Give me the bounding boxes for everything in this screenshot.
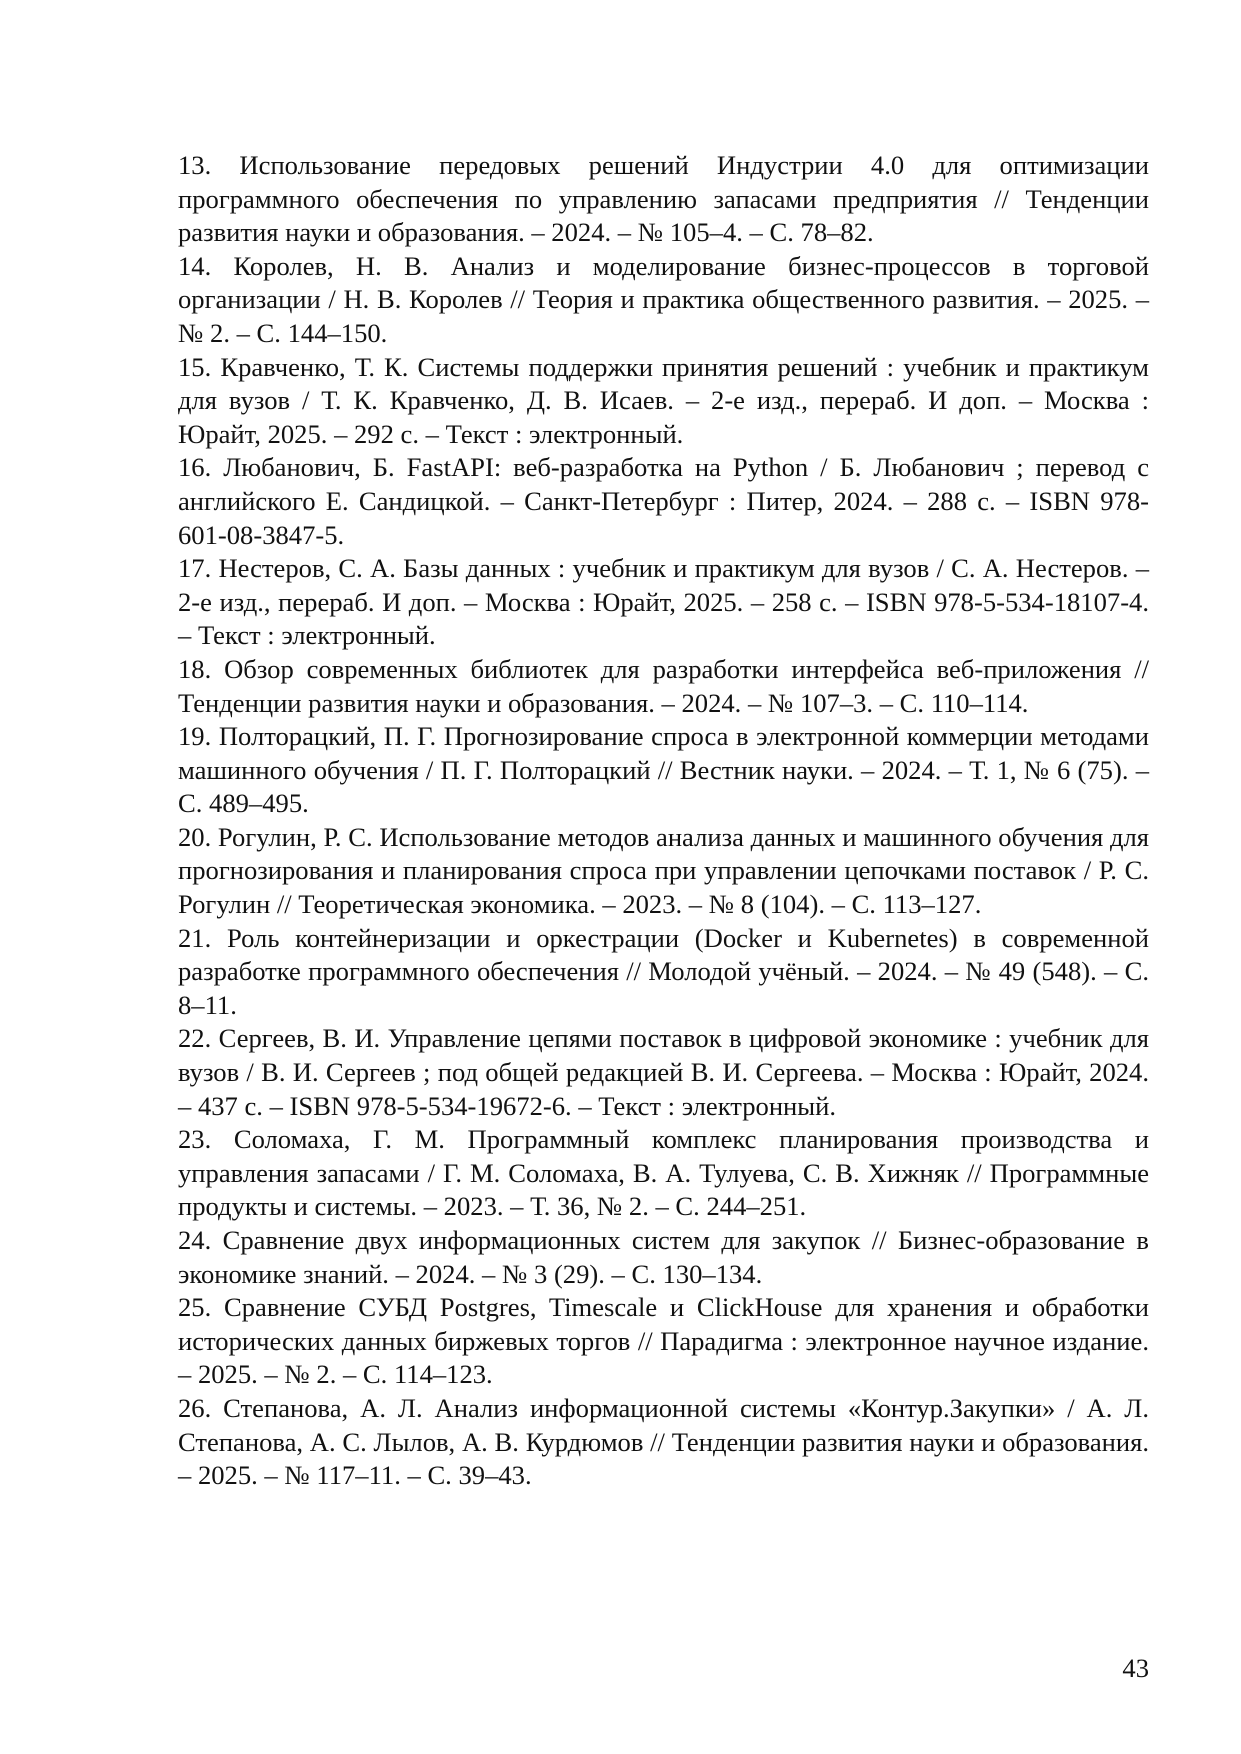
reference-item: 21. Роль контейнеризации и оркестрации (Docker и Kubernetes) в современной разработке программного обеспечения // Молодой учёный. – 2024. – № 49 (548). – С. 8–11.: [178, 922, 1149, 1020]
reference-item: 14. Королев, Н. В. Анализ и моделирование бизнес-процессов в торговой организации / Н. В. Королев // Теория и практика общественного развития. – 2025. – № 2. – С. 144–150.: [178, 250, 1149, 348]
page-number: 43: [1122, 1653, 1149, 1683]
reference-item: 24. Сравнение двух информационных систем для закупок // Бизнес-образование в экономике знаний. – 2024. – № 3 (29). – С. 130–134.: [178, 1225, 1149, 1289]
reference-item: 15. Кравченко, Т. К. Системы поддержки принятия решений : учебник и практикум для вузов / Т. К. Кравченко, Д. В. Исаев. – 2-е изд., перераб. И доп. – Москва : Юрайт, 2025. – 292 с. – Текст : электронный.: [178, 351, 1149, 449]
reference-item: 22. Сергеев, В. И. Управление цепями поставок в цифровой экономике : учебник для вузов / В. И. Сергеев ; под общей редакцией В. И. Сергеева. – Москва : Юрайт, 2024. – 437 с. – ISBN 978-5-534-19672-6. – Текст : электронный.: [178, 1023, 1149, 1121]
reference-list: [178, 149, 1149, 1493]
reference-item: 19. Полторацкий, П. Г. Прогнозирование спроса в электронной коммерции методами машинного обучения / П. Г. Полторацкий // Вестник науки. – 2024. – Т. 1, № 6 (75). – С. 489–495.: [178, 721, 1149, 819]
reference-item: 16. Любанович, Б. FastAPI: веб-разработка на Python / Б. Любанович ; перевод с английского Е. Сандицкой. – Санкт-Петербург : Питер, 2024. – 288 с. – ISBN 978-601-08-3847-5.: [178, 452, 1149, 550]
reference-item: 26. Степанова, А. Л. Анализ информационной системы «Контур.Закупки» / А. Л. Степанова, А. С. Лылов, А. В. Курдюмов // Тенденции развития науки и образования. – 2025. – № 117–11. – С. 39–43.: [178, 1392, 1149, 1491]
reference-item: 20. Рогулин, Р. С. Использование методов анализа данных и машинного обучения для прогнозирования и планирования спроса при управлении цепочками поставок / Р. С. Рогулин // Теоретическая экономика. – 2023. – № 8 (104). – С. 113–127.: [178, 821, 1149, 920]
reference-item: 23. Соломаха, Г. М. Программный комплекс планирования производства и управления запасами / Г. М. Соломаха, В. А. Тулуева, С. В. Хижняк // Программные продукты и системы. – 2023. – Т. 36, № 2. – С. 244–251.: [178, 1124, 1149, 1222]
reference-item: 17. Нестеров, С. А. Базы данных : учебник и практикум для вузов / С. А. Нестеров. – 2-е изд., перераб. И доп. – Москва : Юрайт, 2025. – 258 с. – ISBN 978-5-534-18107-4. – Текст : электронный.: [178, 553, 1149, 651]
reference-item: 25. Сравнение СУБД Postgres, Timescale и ClickHouse для хранения и обработки исторических данных биржевых торгов // Парадигма : электронное научное издание. – 2025. – № 2. – С. 114–123.: [178, 1292, 1149, 1390]
reference-item: 13. Использование передовых решений Индустрии 4.0 для оптимизации программного обеспечения по управлению запасами предприятия // Тенденции развития науки и образования. – 2024. – № 105–4. – С. 78–82.: [178, 150, 1149, 248]
reference-item: 18. Обзор современных библиотек для разработки интерфейса веб-приложения // Тенденции развития науки и образования. – 2024. – № 107–3. – С. 110–114.: [178, 653, 1149, 718]
